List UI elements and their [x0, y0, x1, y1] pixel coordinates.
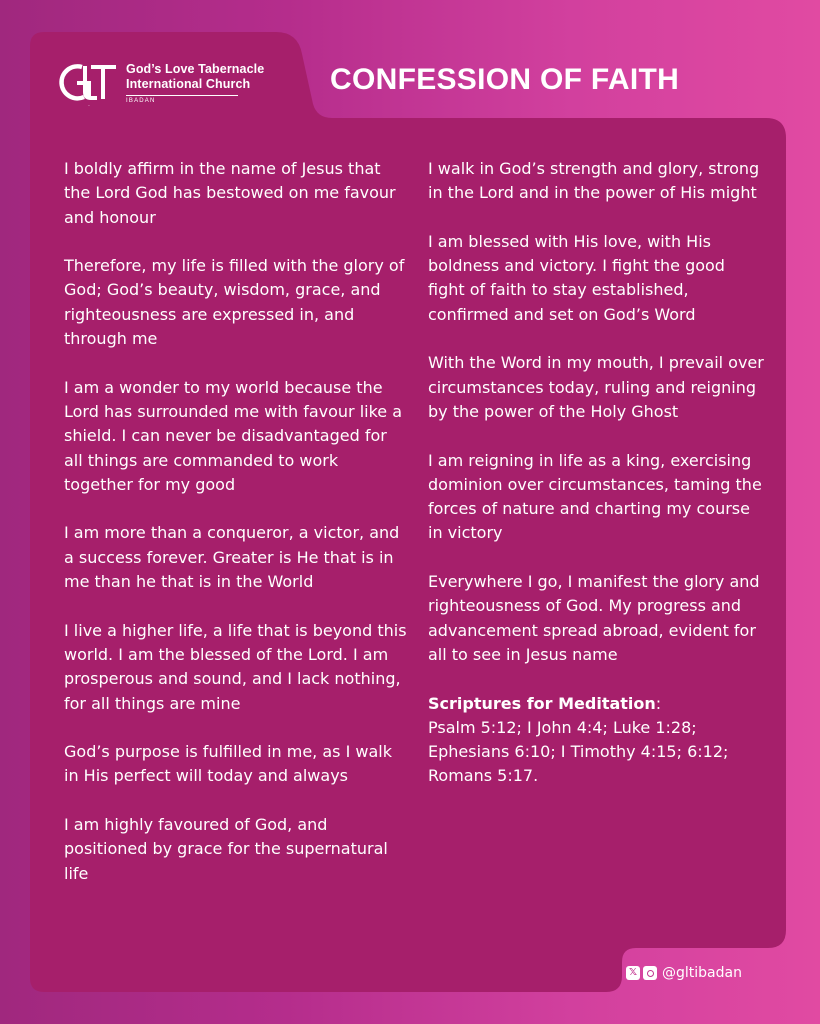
confession-paragraph: I am blessed with His love, with His boldness and victory. I fight the good fight of faith to stay established, confirmed and set on God’s Word	[428, 231, 725, 324]
scriptures-block	[428, 692, 766, 789]
confession-paragraph: God’s purpose is fulfilled in me, as I walk in His perfect will today and always	[64, 742, 392, 786]
svg-text:GLT: GLT	[88, 106, 90, 107]
church-name-block	[126, 62, 264, 104]
confession-paragraph: I am more than a conqueror, a victor, and a success forever. Greater is He that is in me than he that is in the World	[64, 523, 400, 592]
scriptures-colon: :	[655, 693, 662, 713]
confession-paragraph: I boldly affirm in the name of Jesus that the Lord God has bestowed on me favour and honour	[64, 159, 396, 227]
left-column	[64, 157, 409, 910]
church-name-line2: International Church	[126, 77, 251, 91]
page-title: CONFESSION OF FAITH	[330, 63, 680, 96]
right-column	[428, 157, 766, 789]
confession-paragraph: I am reigning in life as a king, exercising dominion over circumstances, taming the forces of nature and charting my course in victory	[428, 450, 762, 543]
confession-paragraph: I live a higher life, a life that is beyond this world. I am the blessed of the Lord. I am prosperous and sound, and I lack nothing, for all things are mine	[64, 620, 407, 713]
instagram-icon[interactable]	[643, 966, 657, 980]
confession-paragraph: With the Word in my mouth, I prevail over circumstances today, ruling and reigning by the power of the Holy Ghost	[428, 353, 764, 421]
x-icon[interactable]: 𝕏	[626, 966, 640, 980]
confession-paragraph: I am a wonder to my world because the Lord has surrounded me with favour like a shield. I can never be disadvantaged for all things are commanded to work together for my good	[64, 377, 403, 494]
church-name-line1: God’s Love Tabernacle	[126, 62, 265, 76]
confession-paragraph: I am highly favoured of God, and positioned by grace for the supernatural life	[64, 815, 388, 883]
confession-paragraph: I walk in God’s strength and glory, strong in the Lord and in the power of His might	[428, 159, 760, 203]
social-handle[interactable]: @gltibadan	[662, 965, 742, 981]
church-location: IBADAN	[126, 98, 156, 104]
logo-divider	[126, 95, 238, 96]
confession-paragraph: Therefore, my life is filled with the glory of God; God’s beauty, wisdom, grace, and righteousness are expressed in, and through me	[64, 256, 405, 349]
glt-logo-icon	[58, 58, 118, 108]
confession-paragraph: Everywhere I go, I manifest the glory and righteousness of God. My progress and advancement spread abroad, evident for all to see in Jesus name	[428, 572, 760, 664]
scriptures-heading: Scriptures for Meditation	[428, 693, 656, 713]
scriptures-list: Psalm 5:12; I John 4:4; Luke 1:28; Ephesians 6:10; I Timothy 4:15; 6:12; Romans 5:17.	[428, 717, 729, 786]
social-footer	[626, 963, 742, 983]
church-logo	[58, 58, 264, 108]
